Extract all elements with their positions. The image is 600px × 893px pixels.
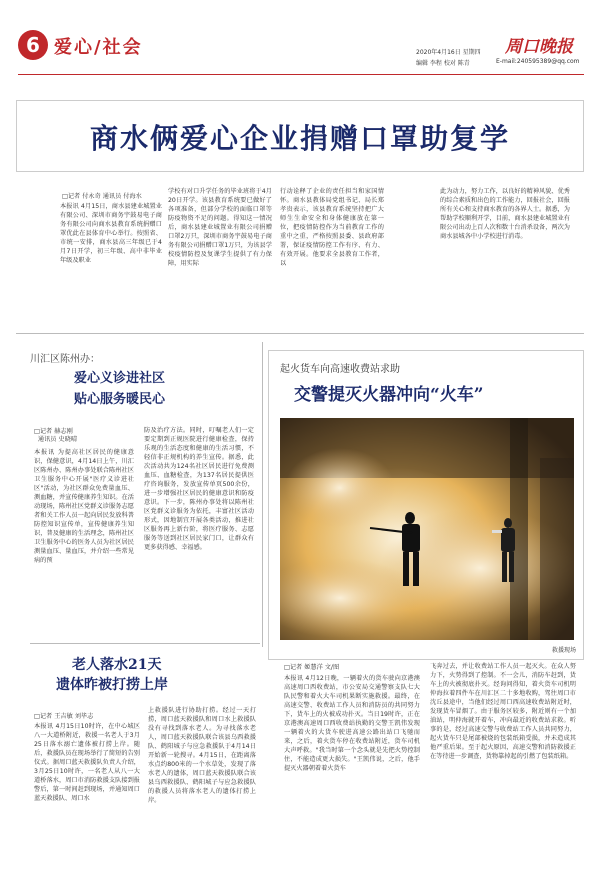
- drowning-headline-2: 遗体昨被打捞上岸: [56, 677, 168, 693]
- main-byline: □记者 付永奇 通讯员 付海水: [62, 193, 142, 200]
- clinic-column-2: 防及治疗方法。同时，叮嘱老人们一定要定期到正规医院进行健康检查，保持乐观的生活态度和健康的生活习惯，不轻信非正规机构的养生宣传。据悉，此次活动共为124名社区居民进行免费测血压、血糖检查，为137名居民提供医疗咨询服务，发放宣传单页500余份，进一步增强社区居民的健康意识和防疫意识。下一步，陈州办事处将以陈州社区党群义诊服务为依托，丰富社区活动形式，因地制宜开展各类活动，推进社区服务再上新台阶，将医疗服务、志愿服务等送到社区居民家门口，让群众有更多获得感、幸福感。: [144, 427, 254, 551]
- header-rule: [18, 74, 584, 75]
- page-header: [0, 0, 600, 72]
- section-divider: [16, 333, 584, 334]
- rescue-photo-scene: [280, 418, 574, 640]
- column-divider: [262, 342, 263, 647]
- main-column-4: 此为动力，努力工作，以良好的精神风貌、优秀的综合素质和出色的工作能力，回报社会，回报所有关心和支持商水教育的各界人士。据悉，为帮助学校顺利开学，目前，商水县建业城置业有限公司出动上百人次和数十台消杀设备，两次为商水县城各中小学校进行消毒。: [440, 188, 570, 240]
- clinic-kicker: 川汇区陈州办：: [30, 354, 100, 365]
- fire-headline: 交警提灭火器冲向“火车”: [294, 385, 484, 405]
- rescue-photo: [280, 418, 574, 640]
- main-headline: 商水俩爱心企业捐赠口罩助复学: [89, 122, 510, 155]
- newspaper-logo: 周口晚报: [505, 37, 573, 57]
- drowning-headline-1: 老人落水21天: [72, 657, 162, 673]
- main-column-1: 本报讯 4月15日，商水县建业城置业有限公司、深圳市商务宇鼓易电子商务有限公司向商水县教育系统捐赠口罩优此在县体育中心举行。按照省、市统一安排，商水县高三年级已于4月7日开学，初三年级、高中非毕业年级及职业: [60, 203, 162, 264]
- fire-column-1: 本报讯 4月12日晚，一辆着火的货车驶向京港澳高速周口西收费站，市公安局交通警察支队七大队民警和着火大车司机果断实施救援。最终，在高速交警、收费站工作人员和消防员的共同努力下，货车上的火被成功扑灭。当日19时许，正在京港澳高速周口西收费站执勤的交警王凯伟发现一辆着火的大货车驶进高速公路出站口飞驰而来，之后，着火货车停在收费站附近，货车司机大声呼救。"我当时第一个念头就是先把火势控制住，不能造成更大损失。"王凯伟说，之后，他手提灭火器朝着着火货车: [284, 675, 420, 772]
- left-divider: [30, 643, 260, 644]
- drowning-byline: □记者 王吉敏 刘毕志: [34, 713, 94, 720]
- drowning-column-1: 本报讯 4月15日10时许，在中心城区八一大道桥附近，救援一名老人于3月25日落水溺亡遗体被打捞上岸。随后，救援队员在现场举行了简短的告别仪式。据周口蓝天救援队负责人介绍，3月25日10时许，一名老人从八一大道桥落水，周口市消防救援支队接到报警后，第一时间赶到现场，并通知周口蓝天救援队、周口水: [34, 723, 140, 802]
- issue-date: 2020年4月16日 星期四: [416, 49, 481, 56]
- main-headline-box: [16, 100, 584, 172]
- editor-credits: 编辑 李程 校对 陈青: [416, 60, 470, 67]
- fire-column-2: 飞奔过去，并让收费站工作人员一起灭火。在众人努力下，火势得到了控制。不一会儿，消防车赶到，货车上的火被彻底扑灭。经询问得知，着火货车司机明仲海拉着四件车在川汇区二十多地收购，驾往周口市沈丘县途中，当他们经过周口西高速收费站附近时，发现货车冒烟了。由于服务区较多，附近则有一个加油站，明仲海就开着车，冲向最近的收费站求救。听事的是，经过高速交警与收费站工作人员共同努力，起火货车只是尾部被烧的包装纸箱受损，并未造成其他严重后果。至于起火原因，高速交警和消防救援正在等待进一步调查，货物靠掉起的引燃了包装纸箱。: [430, 663, 576, 760]
- fire-byline: □记者 姬慧洋 文/图: [284, 664, 340, 671]
- clinic-headline-1: 爱心义诊进社区: [74, 371, 166, 386]
- clinic-byline: □记者 赫志刚 通讯员 史晓晴: [34, 428, 78, 443]
- photo-caption: 救援现场: [552, 647, 577, 654]
- main-column-3: 行动诠释了企业的责任担当和家国情怀。商水县教体局党组书记、局长郑孝贵表示，该县教育系统坚持把广大师生生命安全和身体健康放在第一位，把疫情防控作为当前教育工作的重中之重，严格按照县委、县政府部署，保证疫情防控工作有序、有力、有效开展。他要求全县教育工作者，以: [280, 188, 384, 267]
- contact-email: E-mail:240595389@qq.com: [496, 58, 580, 65]
- main-column-2: 学校有对口升学任务的毕业班将于4月20日开学。该县教育系统要已做好了各项准备，但部分学校的面临口罩等防疫物资不足的问题。得知这一情况后，商水县建业城置业有限公司捐赠口罩2万只，深圳市商务宇鼓易电子商务有限公司捐赠口罩1万只，为该县学校疫情防控及复课学生提供了有力保障，用实际: [168, 188, 272, 267]
- section-title: 爱心/社会: [54, 37, 143, 58]
- clinic-headline-2: 贴心服务暖民心: [74, 392, 166, 407]
- fire-kicker: 起火货车向高速收费站求助: [280, 364, 400, 375]
- clinic-column-1: 本报讯 为提高社区居民的健康意识，保健意识，4月14日上午，川汇区陈州办、陈州办事处联合陈州社区卫生服务中心开展"医疗义诊进社区"活动，为社区群众免费量血压、测血糖，并宣传健康养生知识。在活动现场，陈州社区党群义诊服务志愿者和关工作人员一起向居民发放科普防控知识宣传单，宣传健康养生知识，普及健康的生活理念，陈州社区卫生服务中心的医务人员为社区居民测量血压、量血压，并介绍一些常见病的预: [34, 449, 134, 564]
- page-number-badge: 6: [18, 30, 48, 60]
- drowning-column-2: 上救援队进行协助打捞。经过一天打捞，周口蓝天救援队和周口水上救援队没有寻找到落水老人。为寻找落水老人，周口蓝天救援队联合该县乌西救援队、鹤阳城子与应急救援队于4月14日开始新一轮搜寻。4月15日，在距离落水点约800米的一个水草处，发现了落水老人的遗体，周口蓝天救援队联合该县乌西救援队、鹤阳城子与应急救援队的救援人员将落水老人的遗体打捞上岸。: [148, 707, 256, 804]
